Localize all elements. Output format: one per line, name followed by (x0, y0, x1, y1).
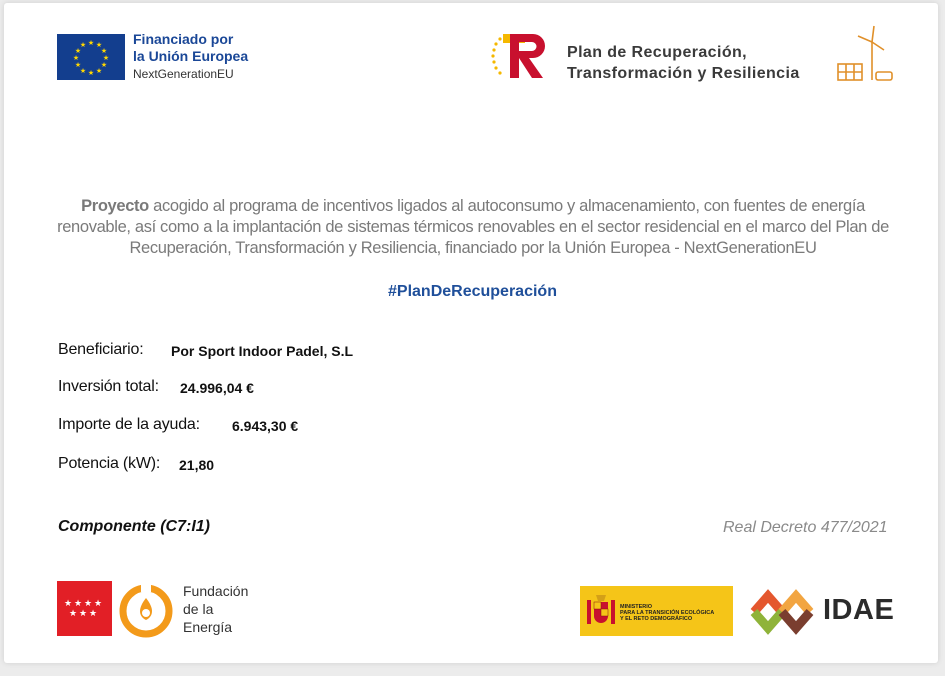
eu-flag-icon (57, 34, 125, 80)
svg-text:★: ★ (72, 55, 80, 62)
fundacion-line2: de la (183, 601, 214, 617)
potencia-value: 21,80 (179, 457, 215, 473)
potencia-label: Potencia (kW): (58, 455, 161, 472)
prtr-logo-line2: Transformación y Resiliencia (567, 65, 800, 82)
idae-text: IDAE (823, 594, 895, 626)
plaque-card (4, 3, 938, 663)
fundacion-line1: Fundación (183, 583, 249, 599)
svg-text:★: ★ (74, 48, 82, 55)
svg-text:★: ★ (88, 609, 98, 619)
ministerio-line3: Y EL RETO DEMOGRÁFICO (620, 616, 693, 622)
real-decreto-label: Real Decreto 477/2021 (723, 519, 888, 536)
importe-label: Importe de la ayuda: (58, 416, 200, 433)
importe-value: 6.943,30 € (232, 418, 299, 434)
svg-text:★: ★ (102, 55, 110, 62)
hashtag: #PlanDeRecuperación (388, 283, 557, 300)
svg-text:★: ★ (95, 42, 103, 49)
svg-text:★: ★ (63, 599, 73, 609)
svg-text:★: ★ (79, 68, 87, 75)
inversion-label: Inversión total: (58, 378, 159, 395)
beneficiario-label: Beneficiario: (58, 341, 144, 358)
svg-text:★: ★ (100, 62, 108, 69)
idae-logo-icon (746, 587, 820, 637)
ministerio-line2: PARA LA TRANSICIÓN ECOLÓGICA (620, 610, 715, 616)
eu-logo-line1: Financiado por (133, 31, 234, 47)
svg-text:★: ★ (79, 42, 87, 49)
componente-label: Componente (C7:I1) (58, 518, 210, 535)
description-lead: Proyecto (81, 197, 149, 215)
ministerio-line1: MINISTERIO (620, 604, 653, 610)
fundacion-energia-text (183, 582, 248, 636)
svg-text:★: ★ (78, 609, 88, 619)
ministerio-text (620, 604, 714, 622)
project-description (52, 196, 894, 259)
svg-text:★: ★ (74, 62, 82, 69)
fundacion-line3: Energía (183, 619, 233, 635)
inversion-value: 24.996,04 € (180, 380, 254, 396)
eu-logo-line3: NextGenerationEU (133, 67, 234, 81)
description-text: acogido al programa de incentivos ligados al autoconsumo y almacenamiento, con fuentes de energía renovable, así como a la implantación de sistemas térmicos renovables en el sector residencial en el marco del Plan de Recuperación, Transformación y Resiliencia, financiado por la Unión Europea - NextGenerationEU (57, 197, 889, 257)
wind-solar-icon (834, 24, 896, 86)
svg-text:★: ★ (68, 609, 78, 619)
ministerio-logo (580, 586, 733, 636)
svg-text:★: ★ (95, 68, 103, 75)
beneficiario-value: Por Sport Indoor Padel, S.L (171, 343, 354, 359)
svg-text:★: ★ (93, 599, 103, 609)
svg-text:★: ★ (100, 48, 108, 55)
svg-text:★: ★ (83, 599, 93, 609)
comunidad-madrid-flag-icon (57, 581, 112, 636)
prtr-logo-line1: Plan de Recuperación, (567, 44, 748, 61)
fundacion-energia-logo-icon (117, 580, 175, 638)
eu-logo-line2: la Unión Europea (133, 48, 249, 64)
svg-text:★: ★ (73, 599, 83, 609)
svg-text:★: ★ (87, 70, 95, 77)
svg-text:★: ★ (87, 40, 95, 47)
prtr-logo-icon (490, 30, 554, 82)
escudo-espana-icon (586, 592, 616, 630)
